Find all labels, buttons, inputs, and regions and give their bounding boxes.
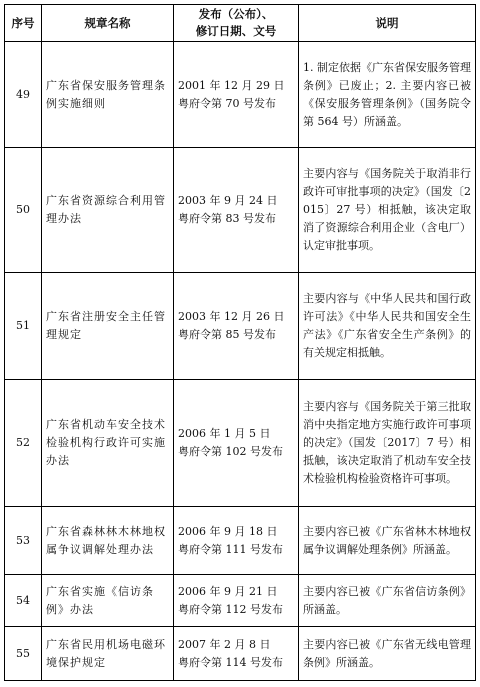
regulation-name: 广东省机动车安全技术检验机构行政许可实施办法: [42, 380, 174, 507]
issue-date: 2001 年 12 月 29 日: [178, 78, 285, 92]
issue-date: 2006 年 9 月 18 日: [178, 524, 278, 538]
issue-info: [174, 380, 299, 507]
header-date-and-order: [174, 5, 299, 42]
issue-info: [174, 148, 299, 273]
row-number: 51: [5, 273, 42, 380]
issue-info: [174, 575, 299, 627]
description: 1. 制定依据《广东省保安服务管理条例》已废止；2. 主要内容已被《保安服务管理条例》（国务院令第 564 号）所涵盖。: [299, 42, 476, 148]
description: 主要内容已被《广东省信访条例》所涵盖。: [299, 575, 476, 627]
order-number: 粤府令第 85 号发布: [178, 328, 276, 341]
description: 主要内容与《国务院关于第三批取消中央指定地方实施行政许可事项的决定》（国发〔2017〕7 号）相抵触，该决定取消了机动车安全技术检验机构检验资格许可事项。: [299, 380, 476, 507]
row-number: 54: [5, 575, 42, 627]
header-date-line1: 发布（公布）、: [198, 7, 274, 21]
issue-date: 2003 年 9 月 24 日: [178, 194, 278, 207]
order-number: 粤府令第 111 号发布: [178, 542, 283, 556]
description: 主要内容与《中华人民共和国行政许可法》《中华人民共和国安全生产法》《广东省安全生产条例》的有关规定相抵触。: [299, 273, 476, 380]
order-number: 粤府令第 83 号发布: [178, 212, 276, 225]
issue-date: 2006 年 1 月 5 日: [178, 427, 271, 440]
order-number: 粤府令第 114 号发布: [178, 655, 283, 669]
regulation-name: 广东省注册安全主任管理规定: [42, 273, 174, 380]
header-regulation-name: 规章名称: [42, 5, 174, 42]
table-row: [5, 273, 476, 380]
table-header-row: [5, 5, 476, 42]
table-row: [5, 507, 476, 575]
regulations-table: [4, 4, 476, 681]
regulation-name: 广东省民用机场电磁环境保护规定: [42, 627, 174, 681]
order-number: 粤府令第 102 号发布: [178, 445, 283, 458]
issue-date: 2007 年 2 月 8 日: [178, 637, 271, 651]
issue-date: 2006 年 9 月 21 日: [178, 584, 278, 598]
row-number: 55: [5, 627, 42, 681]
table-row: [5, 627, 476, 681]
row-number: 50: [5, 148, 42, 273]
regulation-name: 广东省保安服务管理条例实施细则: [42, 42, 174, 148]
description: 主要内容已被《广东省无线电管理条例》所涵盖。: [299, 627, 476, 681]
description: 主要内容已被《广东省林木林地权属争议调解处理条例》所涵盖。: [299, 507, 476, 575]
header-date-line2: 修订日期、文号: [195, 24, 277, 38]
issue-info: [174, 42, 299, 148]
issue-info: [174, 627, 299, 681]
order-number: 粤府令第 112 号发布: [178, 602, 283, 616]
table-row: [5, 148, 476, 273]
row-number: 49: [5, 42, 42, 148]
header-number: 序号: [5, 5, 42, 42]
row-number: 53: [5, 507, 42, 575]
table-row: [5, 42, 476, 148]
regulation-name: 广东省森林林木林地权属争议调解处理办法: [42, 507, 174, 575]
order-number: 粤府令第 70 号发布: [178, 96, 276, 110]
row-number: 52: [5, 380, 42, 507]
header-description: 说明: [299, 5, 476, 42]
regulation-name: 广东省实施《信访条例》办法: [42, 575, 174, 627]
description: 主要内容与《国务院关于取消非行政许可审批事项的决定》（国发〔2015〕27 号）相抵触，该决定取消了资源综合利用企业（含电厂）认定审批事项。: [299, 148, 476, 273]
table-row: [5, 575, 476, 627]
issue-info: [174, 273, 299, 380]
issue-info: [174, 507, 299, 575]
table-row: [5, 380, 476, 507]
issue-date: 2003 年 12 月 26 日: [178, 310, 285, 323]
regulation-name: 广东省资源综合利用管理办法: [42, 148, 174, 273]
